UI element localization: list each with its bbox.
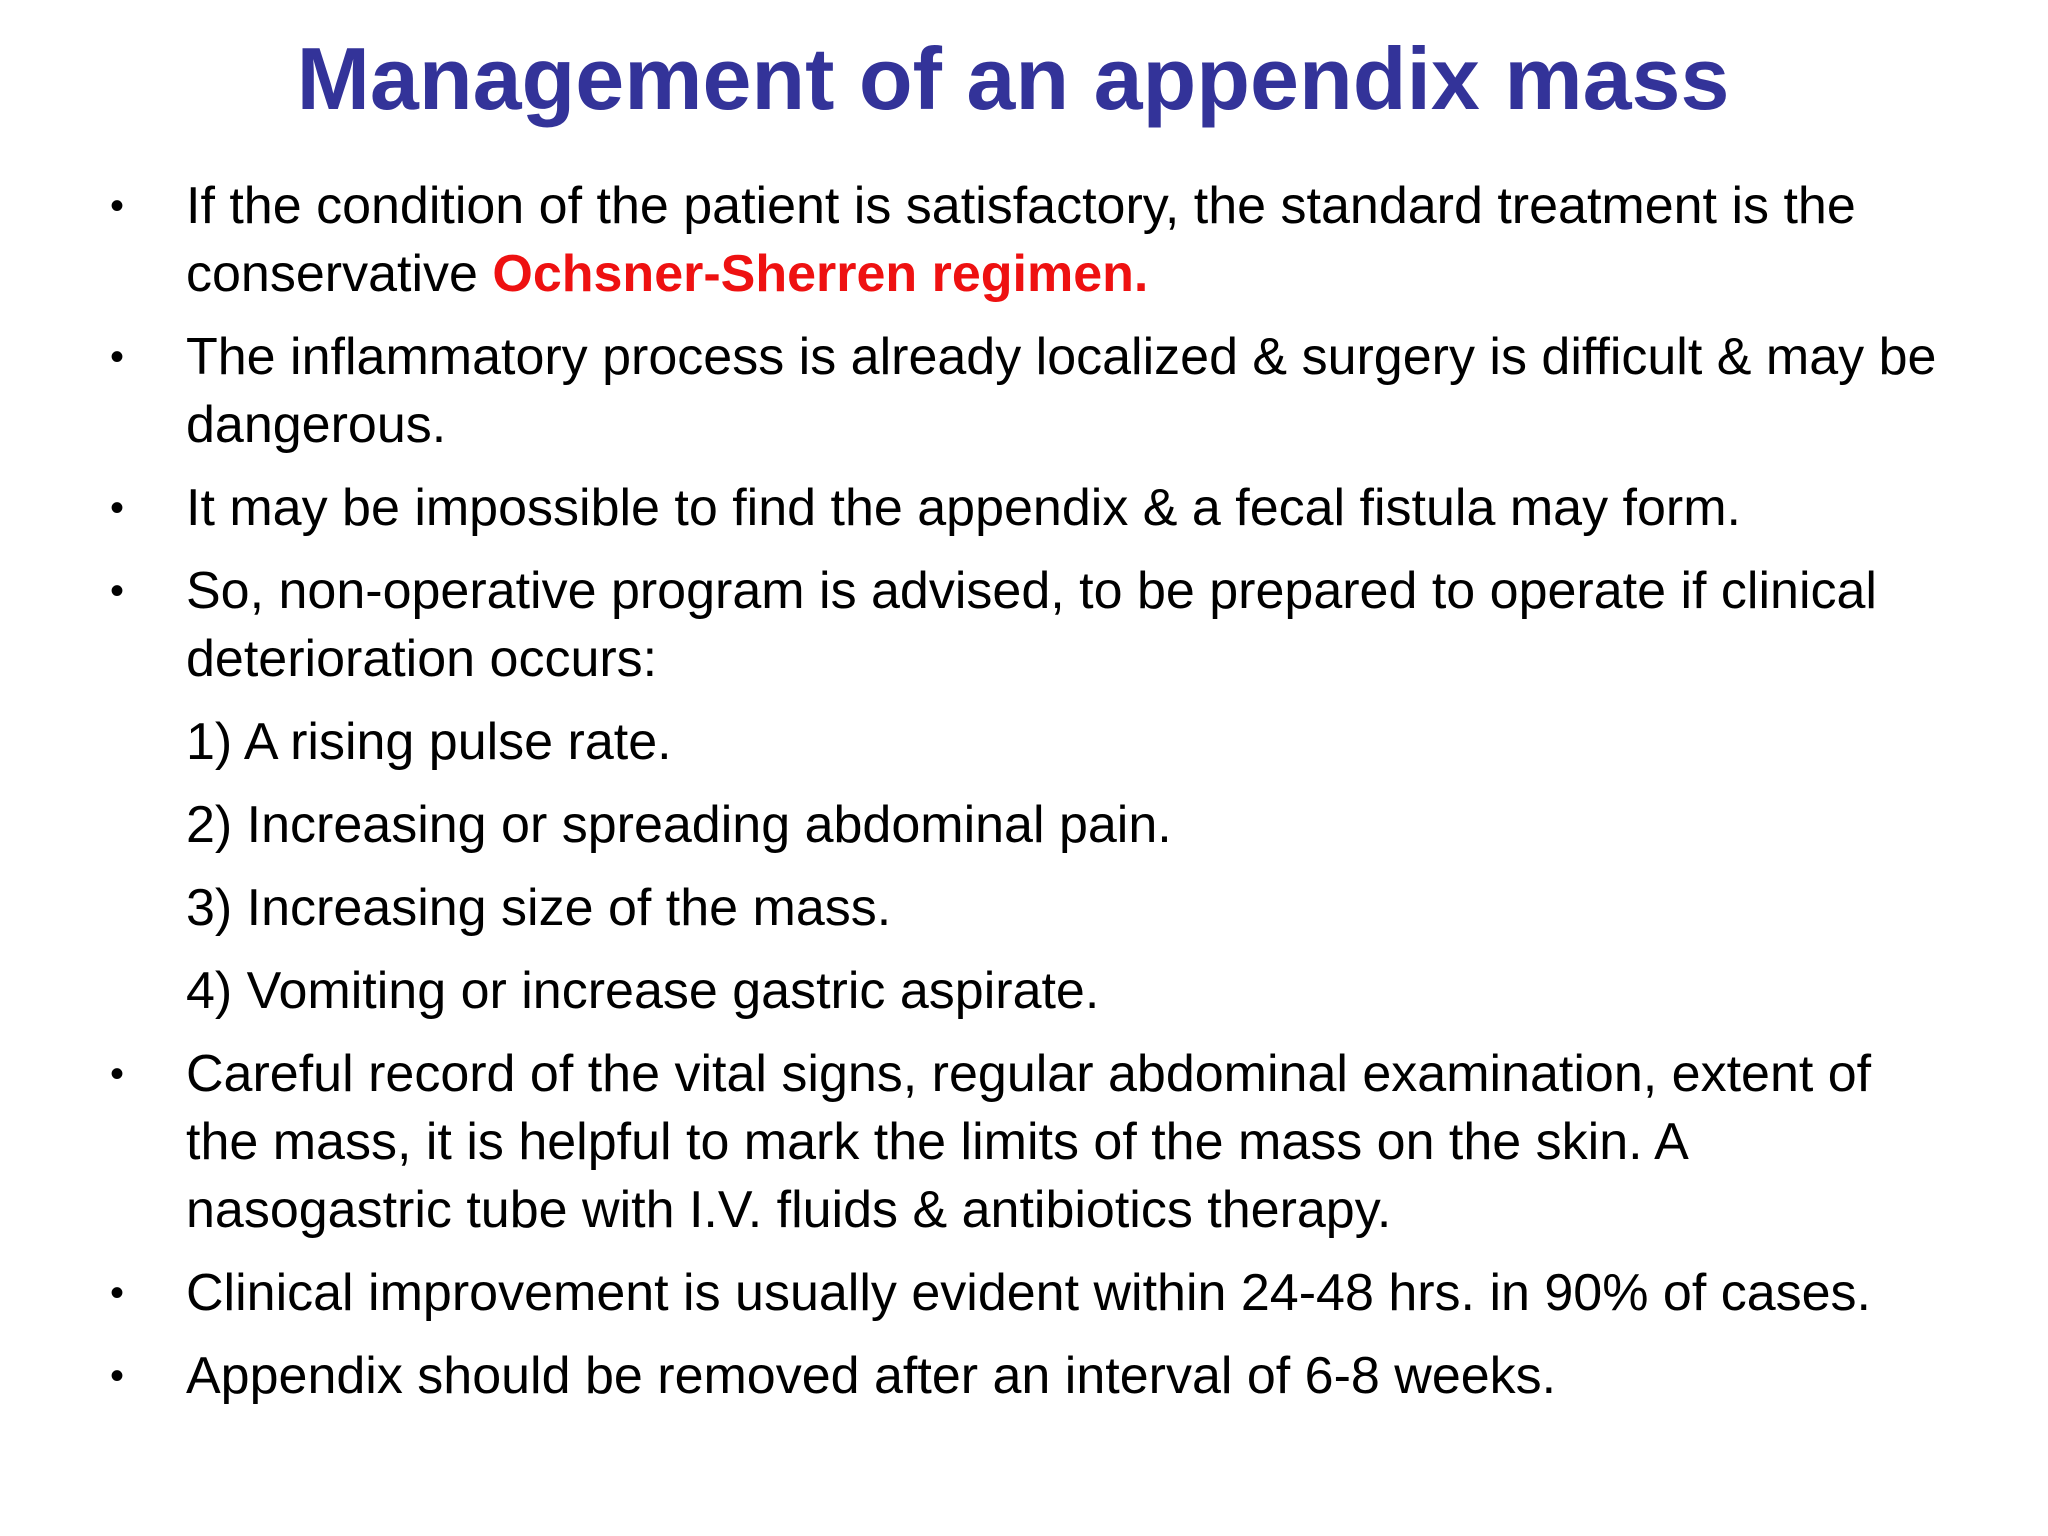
list-item xyxy=(110,1342,1950,1410)
slide-title: Management of an appendix mass xyxy=(296,29,1730,128)
sub-list-item xyxy=(110,874,1950,942)
list-item-text: 2) Increasing or spreading abdominal pain. xyxy=(186,796,1172,854)
sub-list-item xyxy=(110,708,1950,776)
sub-list-item xyxy=(110,791,1950,859)
list-item xyxy=(110,1259,1950,1327)
bullet-marker: • xyxy=(110,1354,125,1398)
bullet-marker: • xyxy=(110,569,125,613)
bullet-marker: • xyxy=(110,486,125,530)
sub-list-item xyxy=(110,957,1950,1025)
list-item xyxy=(110,172,1950,308)
list-item-text: The inflammatory process is already localized & surgery is difficult & may be dangerous. xyxy=(186,328,1937,454)
list-item-text: It may be impossible to find the appendix & a fecal fistula may form. xyxy=(186,479,1741,537)
list-item xyxy=(110,323,1950,459)
list-item-text: Appendix should be removed after an interval of 6-8 weeks. xyxy=(186,1347,1557,1405)
bullet-list xyxy=(110,172,1950,1425)
highlighted-term: Ochsner-Sherren regimen. xyxy=(492,245,1149,303)
bullet-marker: • xyxy=(110,335,125,379)
list-item-text: 1) A rising pulse rate. xyxy=(186,713,672,771)
list-item-text: So, non-operative program is advised, to be prepared to operate if clinical deterioration occurs: xyxy=(186,562,1877,688)
list-item xyxy=(110,1040,1950,1244)
list-item-text: If the condition of the patient is satisfactory, the standard treatment is the conservative xyxy=(186,177,1856,303)
list-item-text: Careful record of the vital signs, regular abdominal examination, extent of the mass, it is helpful to mark the limits of the mass on the skin. A nasogastric tube with I.V. fluids & antibiotics therapy. xyxy=(186,1045,1872,1239)
list-item-text: 4) Vomiting or increase gastric aspirate. xyxy=(186,962,1100,1020)
bullet-marker: • xyxy=(110,1271,125,1315)
list-item-text: Clinical improvement is usually evident within 24-48 hrs. in 90% of cases. xyxy=(186,1264,1871,1322)
list-item xyxy=(110,474,1950,542)
bullet-marker: • xyxy=(110,1052,125,1096)
list-item xyxy=(110,557,1950,693)
list-item-text: 3) Increasing size of the mass. xyxy=(186,879,892,937)
bullet-marker: • xyxy=(110,184,125,228)
